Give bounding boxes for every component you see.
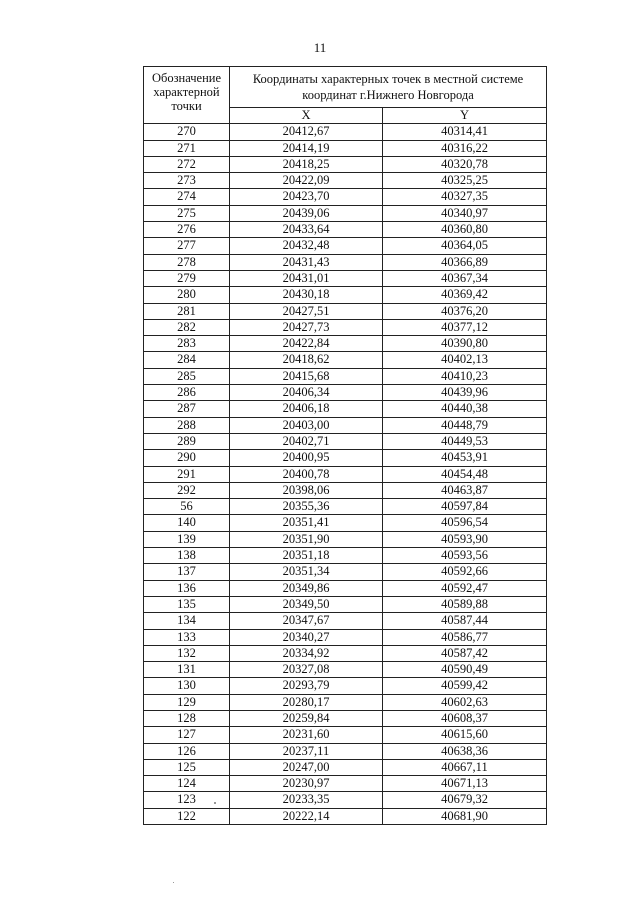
cell-y: 40439,96: [383, 385, 547, 401]
table-row: [144, 808, 547, 824]
cell-point-number: 284: [144, 352, 230, 368]
cell-x: 20427,73: [230, 319, 383, 335]
table-row: [144, 433, 547, 449]
table-row: [144, 499, 547, 515]
cell-y: 40376,20: [383, 303, 547, 319]
cell-point-number: 126: [144, 743, 230, 759]
table-row: [144, 629, 547, 645]
header-x: X: [230, 108, 383, 124]
cell-point-number: 279: [144, 270, 230, 286]
cell-point-number: 289: [144, 433, 230, 449]
table-row: [144, 743, 547, 759]
cell-x: 20431,01: [230, 270, 383, 286]
cell-y: 40592,66: [383, 564, 547, 580]
cell-y: 40608,37: [383, 710, 547, 726]
cell-y: 40325,25: [383, 173, 547, 189]
cell-point-number: 130: [144, 678, 230, 694]
table-row: [144, 401, 547, 417]
cell-x: 20412,67: [230, 124, 383, 140]
cell-y: 40366,89: [383, 254, 547, 270]
cell-point-number: 137: [144, 564, 230, 580]
table-row: [144, 287, 547, 303]
cell-x: 20406,18: [230, 401, 383, 417]
cell-x: 20403,00: [230, 417, 383, 433]
cell-y: 40369,42: [383, 287, 547, 303]
cell-y: 40681,90: [383, 808, 547, 824]
cell-point-number: 282: [144, 319, 230, 335]
cell-y: 40596,54: [383, 515, 547, 531]
header-y: Y: [383, 108, 547, 124]
cell-point-number: 56: [144, 499, 230, 515]
cell-y: 40454,48: [383, 466, 547, 482]
cell-point-number: 285: [144, 368, 230, 384]
cell-point-number: 286: [144, 385, 230, 401]
cell-point-number: 277: [144, 238, 230, 254]
cell-y: 40449,53: [383, 433, 547, 449]
table-row: [144, 613, 547, 629]
cell-point-number: 125: [144, 759, 230, 775]
cell-y: 40320,78: [383, 156, 547, 172]
cell-x: 20347,67: [230, 613, 383, 629]
table-row: [144, 124, 547, 140]
cell-x: 20231,60: [230, 727, 383, 743]
table-row: [144, 548, 547, 564]
cell-point-number: 123: [144, 792, 230, 808]
table-row: [144, 319, 547, 335]
cell-point-number: 131: [144, 662, 230, 678]
cell-y: 40390,80: [383, 336, 547, 352]
cell-x: 20340,27: [230, 629, 383, 645]
cell-x: 20398,06: [230, 482, 383, 498]
table-row: [144, 270, 547, 286]
table-row: [144, 205, 547, 221]
cell-x: 20422,84: [230, 336, 383, 352]
table-row: [144, 564, 547, 580]
cell-y: 40593,90: [383, 531, 547, 547]
scan-speck: [214, 802, 216, 804]
cell-y: 40410,23: [383, 368, 547, 384]
cell-point-number: 287: [144, 401, 230, 417]
cell-x: 20414,19: [230, 140, 383, 156]
cell-point-number: 132: [144, 645, 230, 661]
cell-point-number: 139: [144, 531, 230, 547]
cell-y: 40453,91: [383, 450, 547, 466]
table-row: [144, 189, 547, 205]
cell-point-number: 271: [144, 140, 230, 156]
cell-point-number: 122: [144, 808, 230, 824]
table-row: [144, 352, 547, 368]
cell-point-number: 288: [144, 417, 230, 433]
cell-point-number: 283: [144, 336, 230, 352]
table-row: [144, 254, 547, 270]
cell-y: 40327,35: [383, 189, 547, 205]
cell-y: 40402,13: [383, 352, 547, 368]
cell-y: 40364,05: [383, 238, 547, 254]
cell-y: 40638,36: [383, 743, 547, 759]
table-row: [144, 156, 547, 172]
cell-y: 40602,63: [383, 694, 547, 710]
cell-point-number: 273: [144, 173, 230, 189]
cell-x: 20418,62: [230, 352, 383, 368]
table-row: [144, 792, 547, 808]
cell-x: 20351,41: [230, 515, 383, 531]
header-coordinates: Координаты характерных точек в местной системе координат г.Нижнего Новгорода: [230, 67, 547, 108]
cell-point-number: 281: [144, 303, 230, 319]
table-row: [144, 368, 547, 384]
cell-y: 40615,60: [383, 727, 547, 743]
cell-point-number: 280: [144, 287, 230, 303]
table-row: [144, 596, 547, 612]
cell-y: 40592,47: [383, 580, 547, 596]
cell-x: 20415,68: [230, 368, 383, 384]
table-row: [144, 385, 547, 401]
cell-y: 40440,38: [383, 401, 547, 417]
table-row: [144, 694, 547, 710]
cell-x: 20402,71: [230, 433, 383, 449]
cell-x: 20400,78: [230, 466, 383, 482]
cell-y: 40667,11: [383, 759, 547, 775]
table-row: [144, 482, 547, 498]
cell-point-number: 292: [144, 482, 230, 498]
cell-x: 20355,36: [230, 499, 383, 515]
cell-y: 40590,49: [383, 662, 547, 678]
cell-x: 20349,50: [230, 596, 383, 612]
cell-x: 20351,18: [230, 548, 383, 564]
cell-x: 20418,25: [230, 156, 383, 172]
cell-x: 20351,34: [230, 564, 383, 580]
cell-point-number: 128: [144, 710, 230, 726]
table-row: [144, 531, 547, 547]
cell-x: 20351,90: [230, 531, 383, 547]
table-row: [144, 759, 547, 775]
cell-x: 20427,51: [230, 303, 383, 319]
cell-y: 40597,84: [383, 499, 547, 515]
cell-point-number: 133: [144, 629, 230, 645]
cell-y: 40360,80: [383, 222, 547, 238]
cell-y: 40463,87: [383, 482, 547, 498]
cell-point-number: 275: [144, 205, 230, 221]
page-number: 11: [313, 40, 327, 55]
cell-y: 40587,42: [383, 645, 547, 661]
table-row: [144, 173, 547, 189]
table-row: [144, 678, 547, 694]
header-point-designation: Обозначение характерной точки: [144, 67, 230, 124]
table-row: [144, 662, 547, 678]
cell-x: 20222,14: [230, 808, 383, 824]
cell-x: 20431,43: [230, 254, 383, 270]
cell-y: 40679,32: [383, 792, 547, 808]
cell-y: 40448,79: [383, 417, 547, 433]
cell-point-number: 124: [144, 776, 230, 792]
scan-speck: [173, 882, 174, 883]
cell-x: 20349,86: [230, 580, 383, 596]
table-row: [144, 727, 547, 743]
cell-y: 40671,13: [383, 776, 547, 792]
cell-x: 20334,92: [230, 645, 383, 661]
table-row: [144, 776, 547, 792]
cell-point-number: 278: [144, 254, 230, 270]
table-row: [144, 336, 547, 352]
table-header: [144, 67, 547, 124]
cell-y: 40587,44: [383, 613, 547, 629]
table-row: [144, 417, 547, 433]
cell-x: 20423,70: [230, 189, 383, 205]
cell-x: 20280,17: [230, 694, 383, 710]
table-row: [144, 466, 547, 482]
table-row: [144, 450, 547, 466]
cell-point-number: 274: [144, 189, 230, 205]
cell-y: 40593,56: [383, 548, 547, 564]
cell-x: 20233,35: [230, 792, 383, 808]
cell-y: 40589,88: [383, 596, 547, 612]
cell-y: 40377,12: [383, 319, 547, 335]
cell-x: 20433,64: [230, 222, 383, 238]
cell-point-number: 290: [144, 450, 230, 466]
cell-y: 40316,22: [383, 140, 547, 156]
cell-point-number: 138: [144, 548, 230, 564]
coordinates-table: [143, 66, 547, 825]
table-row: [144, 645, 547, 661]
cell-point-number: 136: [144, 580, 230, 596]
cell-x: 20237,11: [230, 743, 383, 759]
cell-x: 20259,84: [230, 710, 383, 726]
cell-point-number: 129: [144, 694, 230, 710]
cell-y: 40586,77: [383, 629, 547, 645]
cell-x: 20400,95: [230, 450, 383, 466]
table-row: [144, 580, 547, 596]
cell-x: 20247,00: [230, 759, 383, 775]
cell-y: 40599,42: [383, 678, 547, 694]
cell-point-number: 127: [144, 727, 230, 743]
cell-x: 20430,18: [230, 287, 383, 303]
cell-point-number: 276: [144, 222, 230, 238]
cell-y: 40340,97: [383, 205, 547, 221]
table-row: [144, 303, 547, 319]
table-row: [144, 222, 547, 238]
cell-point-number: 134: [144, 613, 230, 629]
table-row: [144, 140, 547, 156]
cell-x: 20230,97: [230, 776, 383, 792]
cell-point-number: 291: [144, 466, 230, 482]
cell-point-number: 135: [144, 596, 230, 612]
cell-y: 40314,41: [383, 124, 547, 140]
cell-point-number: 272: [144, 156, 230, 172]
cell-x: 20439,06: [230, 205, 383, 221]
table-body: [144, 124, 547, 825]
cell-x: 20432,48: [230, 238, 383, 254]
cell-y: 40367,34: [383, 270, 547, 286]
cell-x: 20422,09: [230, 173, 383, 189]
cell-point-number: 270: [144, 124, 230, 140]
cell-x: 20406,34: [230, 385, 383, 401]
table-row: [144, 515, 547, 531]
table-row: [144, 710, 547, 726]
cell-point-number: 140: [144, 515, 230, 531]
cell-x: 20293,79: [230, 678, 383, 694]
table-row: [144, 238, 547, 254]
cell-x: 20327,08: [230, 662, 383, 678]
